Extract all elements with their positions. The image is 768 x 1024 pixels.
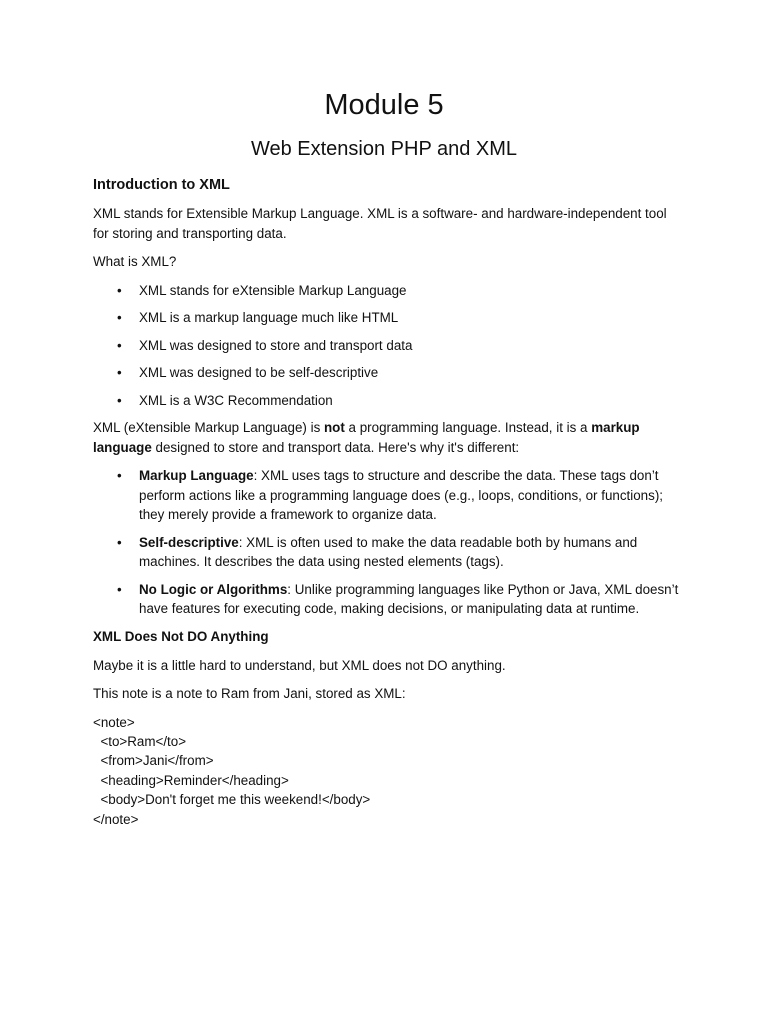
code-line: <note> [93, 714, 135, 730]
code-line: <from>Jani</from> [93, 753, 214, 769]
section-heading-does-nothing: XML Does Not DO Anything [93, 628, 269, 644]
bullet-icon: • [117, 392, 122, 408]
xml-code-block [93, 713, 683, 829]
note-intro-paragraph: This note is a note to Ram from Jani, stored as XML: [93, 686, 406, 701]
list-item [93, 308, 683, 328]
does-nothing-paragraph: Maybe it is a little hard to understand, but XML does not DO anything. [93, 657, 506, 673]
bullet-icon: • [117, 282, 122, 298]
list-item-term: Markup Language [139, 468, 254, 483]
bullet-icon: • [117, 534, 122, 550]
differences-list [93, 466, 683, 619]
list-item-text: XML is a markup language much like HTML [139, 310, 399, 325]
bullet-icon: • [117, 468, 122, 483]
page-title: Module 5 [324, 89, 444, 121]
list-item-text: : XML is often used to make the data readable both by humans and machines. It describes the data using nested elements (tags). [139, 534, 638, 569]
page-subtitle: Web Extension PHP and XML [250, 138, 518, 160]
text-run: a programming language. Instead, it is a [344, 420, 592, 435]
code-line: <to>Ram</to> [93, 733, 187, 749]
list-item-text: XML was designed to be self-descriptive [139, 365, 379, 380]
code-line: <body>Don't forget me this weekend!</body> [93, 792, 371, 808]
section-heading-intro: Introduction to XML [93, 177, 230, 193]
list-item [93, 466, 683, 525]
list-item-text: XML stands for eXtensible Markup Language [139, 282, 407, 298]
bold-text-markup-language: markup language [93, 420, 640, 455]
list-item [93, 580, 683, 619]
list-item-text: XML was designed to store and transport data [139, 337, 413, 353]
document-body [93, 175, 683, 829]
code-line: <heading>Reminder</heading> [93, 772, 289, 788]
intro-paragraph: XML stands for Extensible Markup Language. XML is a software- and hardware-independent tool for storing and transporting data. [93, 206, 667, 241]
text-run: XML (eXtensible Markup Language) is [93, 420, 324, 435]
list-item [93, 336, 683, 356]
list-item [93, 391, 683, 411]
bullet-icon: • [117, 337, 122, 353]
what-is-xml-question: What is XML? [93, 254, 177, 269]
list-item-term: No Logic or Algorithms [139, 581, 288, 597]
not-programming-paragraph [93, 418, 683, 457]
list-item-text: : Unlike programming languages like Python or Java, XML doesn’t have features for executing code, making decisions, or manipulating data at runtime. [139, 581, 679, 616]
text-run: designed to store and transport data. Here's why it's different: [151, 439, 520, 455]
list-item [93, 533, 683, 572]
what-is-xml-list [93, 281, 683, 411]
code-line: </note> [93, 811, 139, 827]
list-item-text: XML is a W3C Recommendation [139, 392, 333, 408]
bullet-icon: • [117, 310, 122, 325]
bullet-icon: • [117, 365, 122, 380]
bold-text-not: not [324, 420, 345, 435]
list-item [93, 281, 683, 301]
list-item-text: : XML uses tags to structure and describe the data. These tags don’t perform actions like a programming language does (e.g., loops, conditions, or functions); they merely provide a framework to organize data. [139, 468, 664, 522]
list-item-term: Self-descriptive [139, 534, 239, 550]
bullet-icon: • [117, 581, 122, 597]
list-item [93, 363, 683, 383]
